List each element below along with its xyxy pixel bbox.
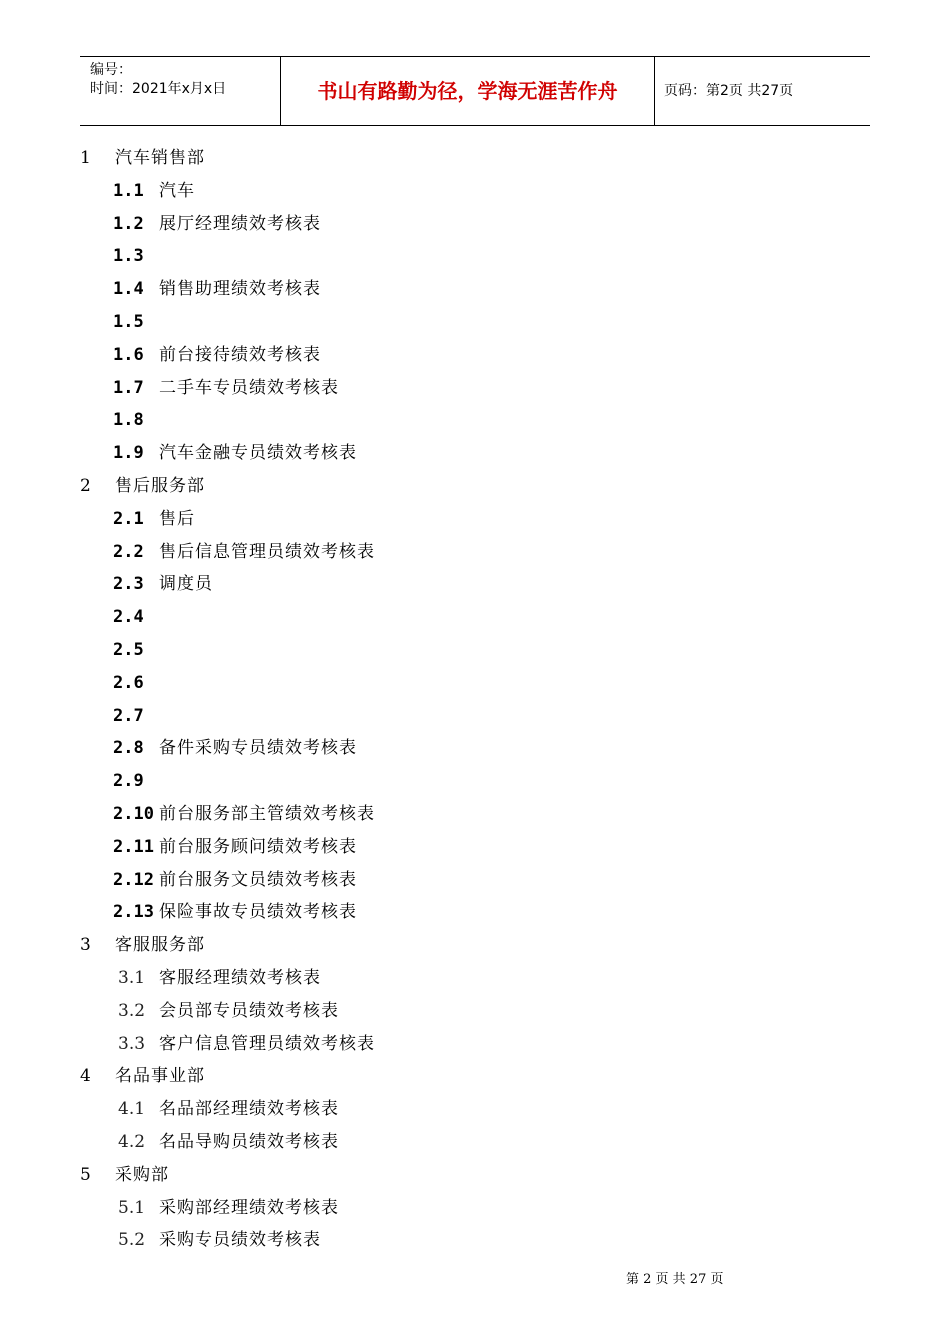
toc-number: 2.9 — [113, 771, 144, 792]
toc-title: 采购专员绩效考核表 — [159, 1230, 321, 1251]
toc-section — [80, 470, 205, 503]
toc-title: 汽车金融专员绩效考核表 — [159, 443, 357, 464]
toc-number: 2.2 — [113, 541, 144, 562]
toc-entry — [113, 568, 213, 601]
toc-number: 5 — [80, 1164, 91, 1185]
toc-number: 1.5 — [113, 312, 144, 332]
toc-title: 名品导购员绩效考核表 — [159, 1132, 339, 1152]
toc-entry — [113, 372, 339, 405]
toc-number: 4 — [80, 1066, 91, 1087]
toc-title: 名品事业部 — [115, 1066, 205, 1087]
toc-entry — [113, 208, 321, 241]
toc-number: 3.2 — [118, 1000, 146, 1021]
toc-number: 3.3 — [118, 1033, 146, 1054]
toc-entry — [113, 601, 159, 634]
toc-entry — [113, 831, 357, 864]
toc-entry — [113, 667, 159, 700]
toc-entry — [113, 732, 357, 765]
toc-title: 汽车 — [159, 180, 195, 201]
toc-title: 展厅经理绩效考核表 — [159, 213, 321, 234]
toc-title: 售后服务部 — [115, 476, 205, 496]
toc-entry — [113, 339, 321, 372]
toc-entry — [113, 240, 159, 273]
toc-number: 2.6 — [113, 672, 144, 693]
toc-section — [80, 142, 205, 175]
toc-number: 1.8 — [113, 410, 144, 431]
toc-title: 客服经理绩效考核表 — [159, 968, 321, 988]
toc-entry — [118, 1093, 339, 1126]
page-footer: 第 2 页 共 27 页 — [626, 1272, 724, 1287]
toc-title: 调度员 — [159, 574, 213, 595]
toc-number: 1.6 — [113, 344, 144, 365]
toc-number: 5.2 — [118, 1230, 146, 1251]
toc-number: 5.1 — [118, 1197, 146, 1218]
toc-entry — [113, 503, 195, 536]
document-header — [80, 56, 870, 126]
toc-title: 前台服务部主管绩效考核表 — [159, 804, 375, 824]
toc-title: 备件采购专员绩效考核表 — [159, 738, 357, 759]
toc-number: 2.13 — [113, 902, 154, 923]
toc-title: 汽车销售部 — [115, 148, 205, 168]
toc-entry — [118, 1126, 339, 1159]
toc-entry — [113, 896, 357, 929]
toc-title: 客服服务部 — [115, 935, 205, 956]
toc-title: 名品部经理绩效考核表 — [159, 1099, 339, 1120]
toc-entry — [118, 995, 339, 1028]
toc-entry — [118, 1224, 321, 1257]
toc-title: 前台接待绩效考核表 — [159, 344, 321, 365]
toc-entry — [113, 273, 321, 306]
toc-title: 采购部 — [115, 1164, 169, 1185]
toc-entry — [113, 765, 159, 798]
toc-number: 1.1 — [113, 180, 144, 201]
toc-number: 2.8 — [113, 738, 144, 759]
toc-entry — [118, 1192, 339, 1225]
toc-number: 4.2 — [118, 1132, 146, 1152]
toc-title: 前台服务文员绩效考核表 — [159, 869, 357, 890]
toc-section — [80, 1060, 205, 1093]
toc-entry — [113, 864, 357, 897]
toc-entry — [113, 437, 357, 470]
toc-title: 采购部经理绩效考核表 — [159, 1197, 339, 1218]
document-time-label: 时间：2021年x月x日 — [90, 81, 227, 97]
header-page-cell — [655, 57, 870, 125]
toc-entry — [113, 175, 195, 208]
toc-number: 2.1 — [113, 508, 144, 529]
toc-number: 1.4 — [113, 279, 144, 300]
toc-number: 2.11 — [113, 836, 154, 857]
toc-title: 二手车专员绩效考核表 — [159, 377, 339, 398]
toc-title: 客户信息管理员绩效考核表 — [159, 1033, 375, 1054]
toc-section — [80, 1159, 169, 1192]
toc-entry — [113, 536, 375, 569]
toc-title: 销售助理绩效考核表 — [159, 279, 321, 300]
toc-title: 保险事故专员绩效考核表 — [159, 902, 357, 923]
toc-entry — [113, 306, 159, 339]
toc-number: 1.7 — [113, 377, 144, 398]
toc-number: 2 — [80, 476, 91, 496]
toc-title: 前台服务顾问绩效考核表 — [159, 836, 357, 857]
toc-entry — [113, 700, 159, 733]
header-meta-cell — [80, 57, 281, 125]
toc-entry — [113, 404, 159, 437]
toc-number: 2.12 — [113, 869, 154, 890]
toc-number: 2.4 — [113, 607, 144, 628]
toc-number: 1 — [80, 148, 91, 168]
header-motto: 书山有路勤为径，学海无涯苦作舟 — [317, 79, 618, 103]
toc-entry — [118, 962, 321, 995]
toc-number: 2.3 — [113, 574, 144, 595]
toc-entry — [113, 798, 375, 831]
toc-number: 3 — [80, 935, 91, 956]
toc-title: 会员部专员绩效考核表 — [159, 1000, 339, 1021]
toc-entry — [118, 1028, 375, 1061]
toc-entry — [113, 634, 159, 667]
toc-number: 1.9 — [113, 443, 144, 464]
toc-number: 2.10 — [113, 804, 154, 824]
toc-number: 1.2 — [113, 213, 144, 234]
toc-number: 3.1 — [118, 968, 146, 988]
header-motto-cell — [281, 57, 655, 125]
toc-number: 2.5 — [113, 640, 144, 660]
toc-number: 1.3 — [113, 246, 144, 267]
toc-number: 2.7 — [113, 705, 144, 726]
toc-title: 售后 — [159, 508, 195, 529]
header-page-info: 页码：第2页 共27页 — [664, 83, 794, 99]
toc-section — [80, 929, 205, 962]
document-code-label: 编号： — [90, 62, 132, 78]
toc-title: 售后信息管理员绩效考核表 — [159, 541, 375, 562]
toc-number: 4.1 — [118, 1099, 146, 1120]
